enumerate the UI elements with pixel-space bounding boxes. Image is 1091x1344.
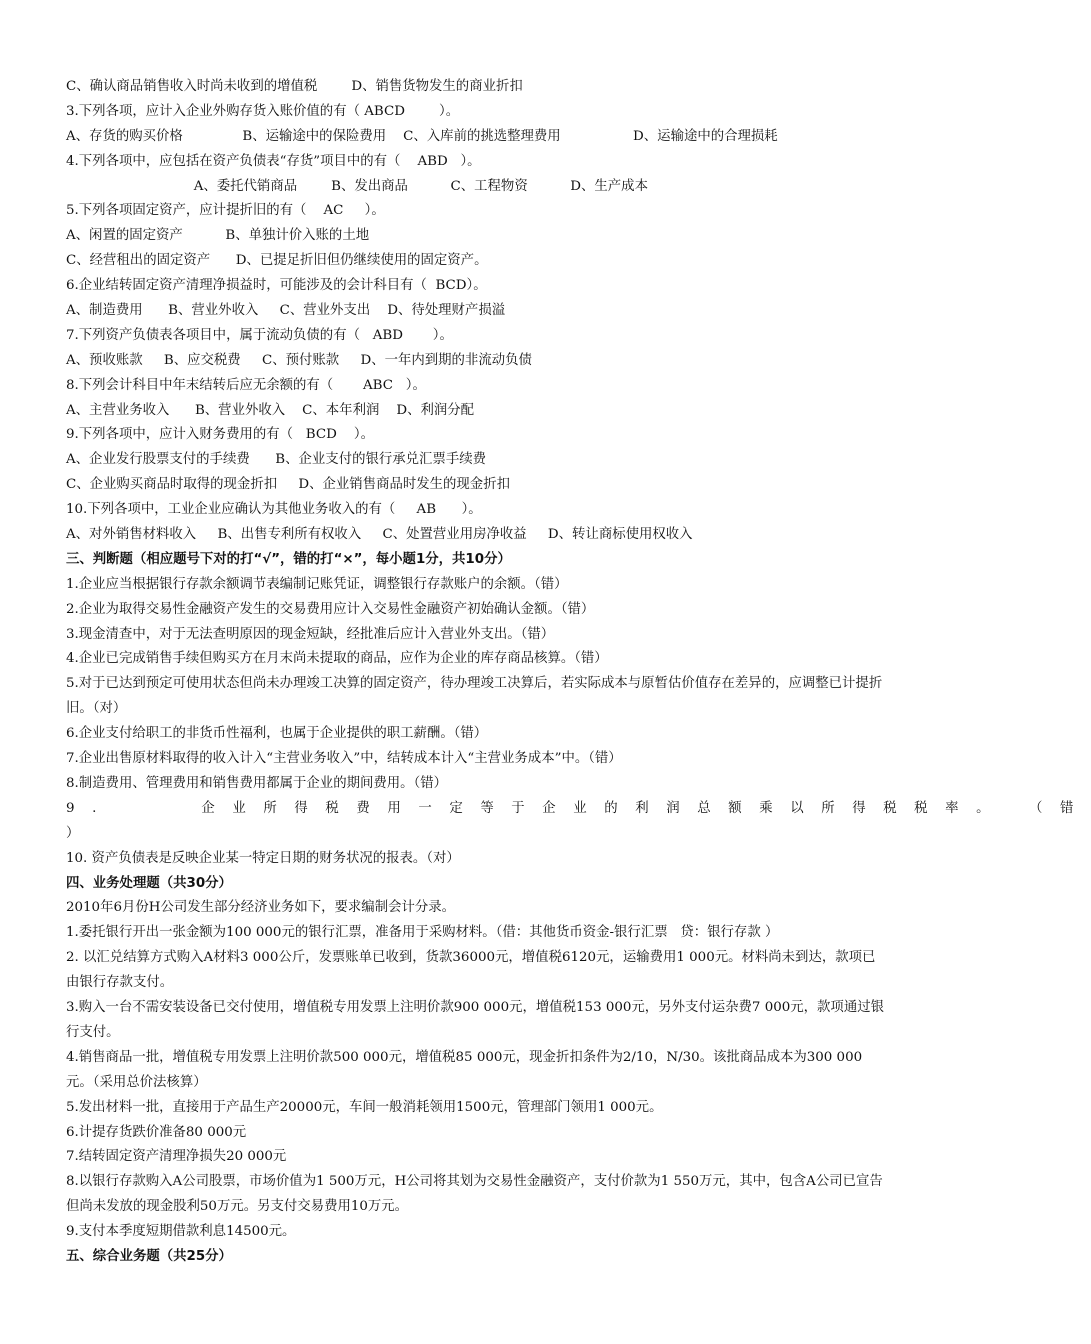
question-text: 10. 资产负债表是反映企业某一特定日期的财务状况的报表。（对） [66, 850, 460, 866]
question-text: 2.企业为取得交易性金融资产发生的交易费用应计入交易性金融资产初始确认金额。（错） [66, 601, 595, 617]
question-text: 7.企业出售原材料取得的收入计入“主营业务收入”中，结转成本计入“主营业务成本”中。（错） [66, 751, 622, 767]
section-heading: 三、判断题（相应题号下对的打“√”，错的打“×”，每小题1分，共10分） [66, 551, 511, 567]
answer-options: A、企业发行股票支付的手续费 B、企业支付的银行承兑汇票手续费 [66, 452, 486, 468]
answer-options: A、制造费用 B、营业外收入 C、营业外支出 D、待处理财产损溢 [66, 303, 506, 319]
question-text: 1.企业应当根据银行存款余额调节表编制记账凭证，调整银行存款账户的余额。（错） [66, 576, 568, 592]
question-text: 9.支付本季度短期借款利息14500元。 [66, 1224, 296, 1240]
question-text: 4.销售商品一批，增值税专用发票上注明价款500 000元，增值税85 000元，现金折扣条件为2/10，N/30。该批商品成本为300 000元。（采用总价法核算） [66, 1049, 863, 1090]
question-text: 8.以银行存款购入A公司股票，市场价值为1 500万元，H公司将其划为交易性金融资产，支付价款为1 550万元，其中，包含A公司已宣告但尚未发放的现金股利50万元。另支付交易费用10万元。 [66, 1174, 883, 1215]
question-text: 6.企业结转固定资产清理净损益时，可能涉及的会计科目有（ BCD）。 [66, 278, 487, 294]
answer-options: A、存货的购买价格 B、运输途中的保险费用 C、入库前的挑选整理费用 D、运输途中的合理损耗 [66, 128, 778, 144]
answer-options: A、主营业务收入 B、营业外收入 C、本年利润 D、利润分配 [66, 402, 475, 418]
question-text: 5.对于已达到预定可使用状态但尚未办理竣工决算的固定资产，待办理竣工决算后，若实际成本与原暂估价值存在差异的，应调整已计提折旧。（对） [66, 676, 883, 717]
question-text: 2. 以汇兑结算方式购入A材料3 000公斤，发票账单已收到，货款36000元，增值税6120元，运输费用1 000元。材料尚未到达，款项已由银行存款支付。 [66, 950, 876, 991]
section-heading: 四、业务处理题（共30分） [66, 875, 232, 891]
question-text: 7.下列资产负债表各项目中，属于流动负债的有（ ABD ）。 [66, 327, 453, 343]
answer-options: A、预收账款 B、应交税费 C、预付账款 D、一年内到期的非流动负债 [66, 352, 532, 368]
question-text: 5.下列各项固定资产，应计提折旧的有（ AC ）。 [66, 203, 385, 219]
question-text: 7.结转固定资产清理净损失20 000元 [66, 1149, 287, 1165]
answer-options: A、委托代销商品 B、发出商品 C、工程物资 D、生产成本 [66, 178, 648, 194]
question-text: 6.企业支付给职工的非货币性福利，也属于企业提供的职工薪酬。（错） [66, 726, 488, 742]
question-text: 3.购入一台不需安装设备已交付使用，增值税专用发票上注明价款900 000元，增值税153 000元，另外支付运杂费7 000元，款项通过银行支付。 [66, 1000, 884, 1040]
question-text: 10.下列各项中，工业企业应确认为其他业务收入的有（ AB ）。 [66, 502, 482, 518]
question-text: 9. 企业所得税费用一定等于企业的利润总额乘以所得税税率。 （错 [66, 800, 1091, 816]
document-body [66, 75, 1091, 1270]
answer-options: A、闲置的固定资产 B、单独计价入账的土地 [66, 228, 370, 244]
question-text: 3.现金清查中，对于无法查明原因的现金短缺，经批准后应计入营业外支出。（错） [66, 626, 555, 642]
answer-options: C、经营租出的固定资产 D、已提足折旧但仍继续使用的固定资产。 [66, 253, 488, 269]
question-text: ） [66, 825, 80, 841]
question-text: 4.企业已完成销售手续但购买方在月末尚未提取的商品，应作为企业的库存商品核算。（错） [66, 651, 608, 667]
question-text: 4.下列各项中，应包括在资产负债表“存货”项目中的有（ ABD ）。 [66, 153, 481, 169]
question-text: 3.下列各项，应计入企业外购存货入账价值的有（ ABCD ）。 [66, 103, 460, 119]
question-text: 8.下列会计科目中年末结转后应无余额的有（ ABC ）。 [66, 377, 426, 393]
answer-options: A、对外销售材料收入 B、出售专利所有权收入 C、处置营业用房净收益 D、转让商标使用权收入 [66, 527, 693, 543]
question-text: 1.委托银行开出一张金额为100 000元的银行汇票，准备用于采购材料。（借：其他货币资金-银行汇票 贷：银行存款 ） [66, 925, 779, 941]
question-text: 2010年6月份H公司发生部分经济业务如下，要求编制会计分录。 [66, 900, 456, 916]
question-text: 5.发出材料一批，直接用于产品生产20000元，车间一般消耗领用1500元，管理部门领用1 000元。 [66, 1099, 663, 1115]
question-text: 9.下列各项中，应计入财务费用的有（ BCD ）。 [66, 427, 374, 443]
question-text: 6.计提存货跌价准备80 000元 [66, 1124, 247, 1140]
section-heading: 五、综合业务题（共25分） [66, 1249, 232, 1265]
answer-options: C、确认商品销售收入时尚未收到的增值税 D、销售货物发生的商业折扣 [66, 79, 523, 94]
answer-options: C、企业购买商品时取得的现金折扣 D、企业销售商品时发生的现金折扣 [66, 477, 510, 493]
question-text: 8.制造费用、管理费用和销售费用都属于企业的期间费用。（错） [66, 775, 448, 791]
